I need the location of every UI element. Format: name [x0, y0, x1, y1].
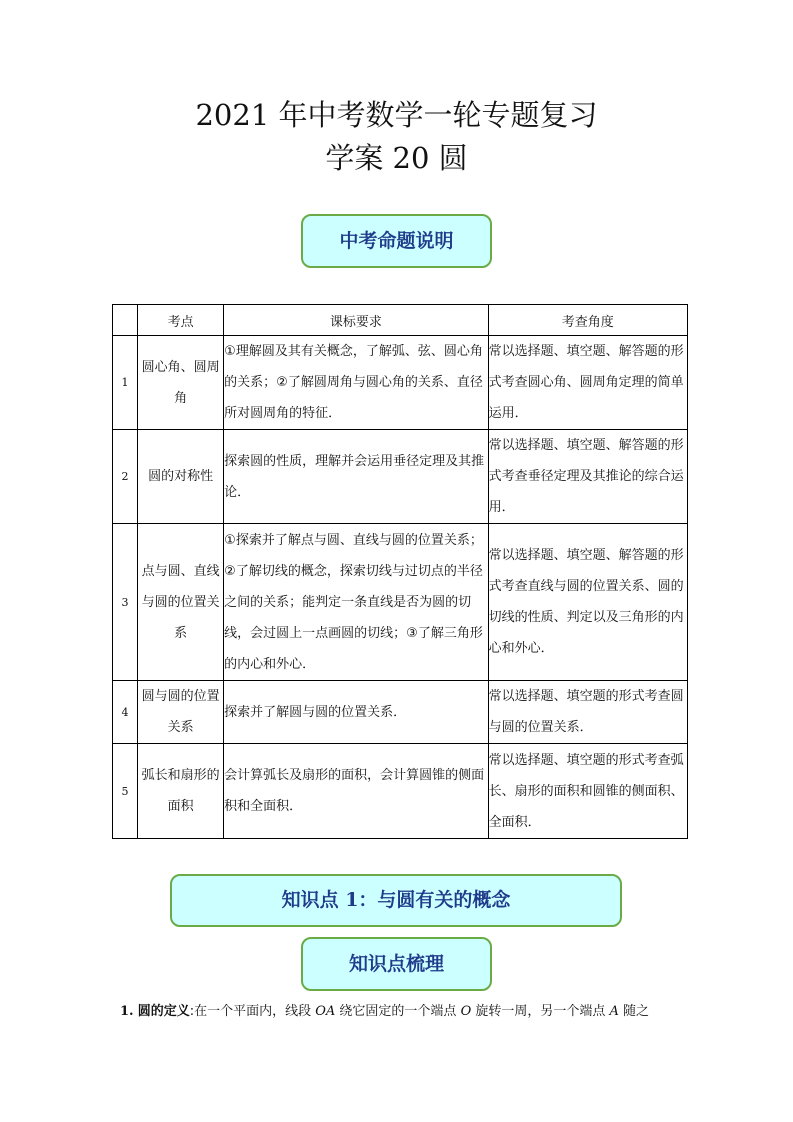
curriculum-table	[112, 304, 688, 839]
row-requirement: 探索并了解圆与圆的位置关系．	[224, 681, 488, 744]
knowledge-point-heading: 知识点 1：与圆有关的概念	[170, 874, 622, 927]
row-number: 3	[113, 524, 138, 681]
table-row	[113, 336, 688, 430]
row-exam-angle: 常以选择题、填空题、解答题的形式考查直线与圆的位置关系、圆的切线的性质、判定以及三角形的内心和外心．	[488, 524, 687, 681]
row-requirement: 探索圆的性质，理解并会运用垂径定理及其推论．	[224, 430, 488, 524]
definition-text: 绕它固定的一个端点	[335, 1004, 461, 1019]
definition-term: 圆的定义	[137, 1004, 190, 1019]
row-number: 5	[113, 744, 138, 839]
document-subtitle: 学案 20 圆	[325, 141, 468, 175]
exam-explanation-heading: 中考命题说明	[301, 214, 492, 268]
row-number: 4	[113, 681, 138, 744]
definition-text: :在一个平面内，线段	[189, 1004, 316, 1019]
table-row	[113, 681, 688, 744]
row-exam-point: 弧长和扇形的面积	[138, 744, 224, 839]
circle-definition-paragraph	[120, 1001, 720, 1023]
row-requirement: ①理解圆及其有关概念，了解弧、弦、圆心角的关系；②了解圆周角与圆心角的关系、直径所对圆周角的特征．	[224, 336, 488, 430]
table-row	[113, 524, 688, 681]
row-number: 1	[113, 336, 138, 430]
table-header-requirement: 课标要求	[224, 305, 488, 336]
definition-text: 随之	[618, 1004, 650, 1019]
table-header-index	[113, 305, 138, 336]
table-header-row	[113, 305, 688, 336]
definition-text: 旋转一周，另一个端点	[471, 1004, 610, 1019]
row-requirement: 会计算弧长及扇形的面积，会计算圆锥的侧面积和全面积．	[224, 744, 488, 839]
row-exam-angle: 常以选择题、填空题的形式考查弧长、扇形的面积和圆锥的侧面积、全面积．	[488, 744, 687, 839]
row-exam-angle: 常以选择题、填空题、解答题的形式考查圆心角、圆周角定理的简单运用．	[488, 336, 687, 430]
row-exam-point: 圆的对称性	[138, 430, 224, 524]
table-header-point: 考点	[138, 305, 224, 336]
point-variable: A	[609, 1004, 619, 1019]
table-row	[113, 430, 688, 524]
segment-variable: OA	[315, 1004, 336, 1019]
table-header-angle: 考查角度	[488, 305, 687, 336]
item-number: 1.	[120, 1004, 134, 1019]
row-exam-angle: 常以选择题、填空题的形式考查圆与圆的位置关系．	[488, 681, 687, 744]
row-exam-point: 点与圆、直线与圆的位置关系	[138, 524, 224, 681]
knowledge-review-heading: 知识点梳理	[301, 937, 492, 991]
document-title: 2021 年中考数学一轮专题复习	[195, 98, 598, 132]
point-variable: O	[460, 1004, 472, 1019]
row-exam-point: 圆心角、圆周角	[138, 336, 224, 430]
table-row	[113, 744, 688, 839]
row-exam-point: 圆与圆的位置关系	[138, 681, 224, 744]
row-number: 2	[113, 430, 138, 524]
row-exam-angle: 常以选择题、填空题、解答题的形式考查垂径定理及其推论的综合运用．	[488, 430, 687, 524]
row-requirement: ①探索并了解点与圆、直线与圆的位置关系；②了解切线的概念，探索切线与过切点的半径之间的关系；能判定一条直线是否为圆的切线，会过圆上一点画圆的切线；③了解三角形的内心和外心．	[224, 524, 488, 681]
